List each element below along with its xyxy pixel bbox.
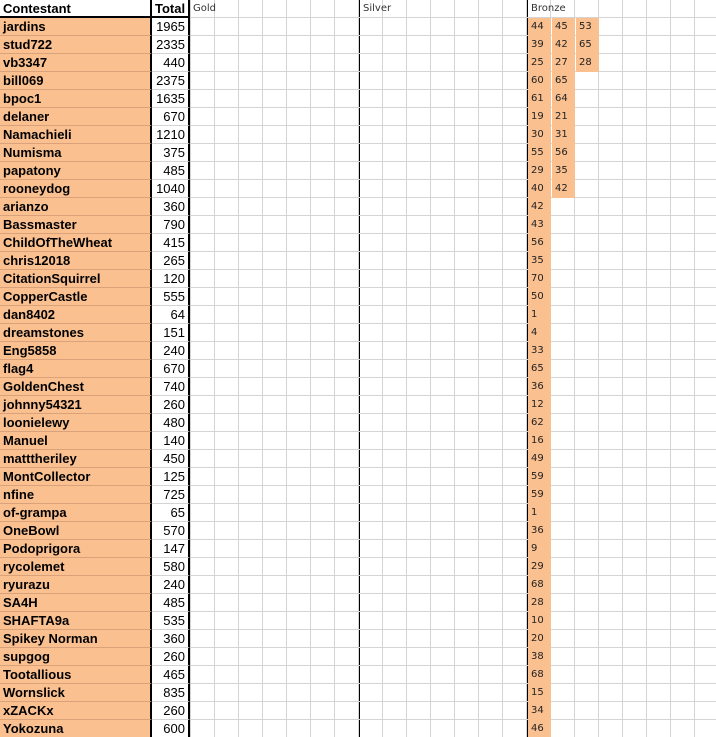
contestant-name-cell[interactable]: rycolemet [0, 558, 152, 576]
grid-column-line [430, 0, 431, 737]
bronze-value-cell[interactable]: 65 [576, 36, 599, 54]
grid-row-line [190, 629, 716, 630]
grid-column-line [454, 0, 455, 737]
bronze-value-cell[interactable]: 34 [528, 702, 551, 720]
grid-row-line [190, 503, 716, 504]
contestant-name-cell[interactable]: Yokozuna [0, 720, 152, 737]
grid-column-line [382, 0, 383, 737]
grid-row-line [190, 143, 716, 144]
total-cell[interactable]: 1965 [152, 18, 190, 36]
grid-row-line [190, 395, 716, 396]
contestant-name-cell[interactable]: stud722 [0, 36, 152, 54]
contestant-name-cell[interactable]: SHAFTA9a [0, 612, 152, 630]
grid-row-line [190, 647, 716, 648]
grid-row-line [190, 665, 716, 666]
grid-row-line [190, 521, 716, 522]
header-silver[interactable]: Silver [363, 3, 392, 14]
grid-row-line [190, 539, 716, 540]
bronze-value-cell[interactable]: 29 [528, 162, 551, 180]
contestant-name-cell[interactable]: papatony [0, 162, 152, 180]
bronze-value-cell[interactable]: 53 [576, 18, 599, 36]
bronze-value-cell[interactable]: 25 [528, 54, 551, 72]
total-cell[interactable]: 240 [152, 576, 190, 594]
bronze-value-cell[interactable]: 56 [528, 234, 551, 252]
grid-column-line [670, 0, 671, 737]
total-cell[interactable]: 740 [152, 378, 190, 396]
contestant-name-cell[interactable]: dreamstones [0, 324, 152, 342]
bronze-value-cell[interactable]: 10 [528, 612, 551, 630]
total-cell[interactable]: 260 [152, 648, 190, 666]
total-cell[interactable]: 2375 [152, 72, 190, 90]
bronze-value-cell[interactable]: 59 [528, 468, 551, 486]
contestant-name-cell[interactable]: delaner [0, 108, 152, 126]
grid-column-line [598, 0, 599, 737]
bronze-value-cell[interactable]: 50 [528, 288, 551, 306]
grid-row-line [190, 71, 716, 72]
grid-row-line [190, 485, 716, 486]
grid-column-line [694, 0, 695, 737]
bronze-value-cell[interactable]: 30 [528, 126, 551, 144]
grid-row-line [190, 251, 716, 252]
grid-row-line [190, 89, 716, 90]
contestant-name-cell[interactable]: Namachieli [0, 126, 152, 144]
bronze-value-cell[interactable]: 55 [528, 144, 551, 162]
contestant-name-cell[interactable]: bill069 [0, 72, 152, 90]
total-cell[interactable]: 1635 [152, 90, 190, 108]
total-cell[interactable]: 260 [152, 396, 190, 414]
total-cell[interactable]: 725 [152, 486, 190, 504]
contestant-name-cell[interactable]: Bassmaster [0, 216, 152, 234]
contestant-name-cell[interactable]: rooneydog [0, 180, 152, 198]
contestant-name-cell[interactable]: dan8402 [0, 306, 152, 324]
grid-column-line [406, 0, 407, 737]
total-cell[interactable]: 151 [152, 324, 190, 342]
contestant-name-cell[interactable]: chris12018 [0, 252, 152, 270]
total-cell[interactable]: 265 [152, 252, 190, 270]
grid-row-line [190, 719, 716, 720]
bronze-value-cell[interactable]: 35 [552, 162, 575, 180]
contestant-name-cell[interactable]: SA4H [0, 594, 152, 612]
bronze-value-cell[interactable]: 33 [528, 342, 551, 360]
contestant-name-cell[interactable]: OneBowl [0, 522, 152, 540]
bronze-value-cell[interactable]: 28 [576, 54, 599, 72]
bronze-value-cell[interactable]: 46 [528, 720, 551, 737]
grid-row-line [190, 377, 716, 378]
bronze-value-cell[interactable]: 43 [528, 216, 551, 234]
bronze-value-cell[interactable]: 19 [528, 108, 551, 126]
bronze-value-cell[interactable]: 4 [528, 324, 551, 342]
grid-row-line [190, 413, 716, 414]
contestant-name-cell[interactable]: matttheriley [0, 450, 152, 468]
grid-column-line [502, 0, 503, 737]
total-cell[interactable]: 485 [152, 162, 190, 180]
bronze-value-cell[interactable]: 45 [552, 18, 575, 36]
bronze-value-cell[interactable]: 68 [528, 576, 551, 594]
grid-row-line [190, 197, 716, 198]
bronze-value-cell[interactable]: 59 [528, 486, 551, 504]
contestant-name-cell[interactable]: supgog [0, 648, 152, 666]
grid-row-line [190, 107, 716, 108]
total-cell[interactable]: 1040 [152, 180, 190, 198]
contestant-name-cell[interactable]: Tootallious [0, 666, 152, 684]
bronze-value-cell[interactable]: 68 [528, 666, 551, 684]
bronze-value-cell[interactable]: 42 [552, 36, 575, 54]
bronze-value-cell[interactable]: 1 [528, 504, 551, 522]
bronze-value-cell[interactable]: 29 [528, 558, 551, 576]
bronze-value-cell[interactable]: 38 [528, 648, 551, 666]
bronze-value-cell[interactable]: 28 [528, 594, 551, 612]
bronze-value-cell[interactable]: 56 [552, 144, 575, 162]
bronze-value-cell[interactable]: 31 [552, 126, 575, 144]
contestant-name-cell[interactable]: Podoprigora [0, 540, 152, 558]
grid-column-line [334, 0, 335, 737]
bronze-value-cell[interactable]: 65 [528, 360, 551, 378]
grid-row-line [190, 233, 716, 234]
bronze-value-cell[interactable]: 35 [528, 252, 551, 270]
header-bronze[interactable]: Bronze [531, 3, 566, 14]
contestant-name-cell[interactable]: Wornslick [0, 684, 152, 702]
section-divider [359, 0, 360, 737]
contestant-name-cell[interactable]: Manuel [0, 432, 152, 450]
total-cell[interactable]: 240 [152, 342, 190, 360]
total-cell[interactable]: 64 [152, 306, 190, 324]
grid-column-line [190, 0, 191, 737]
total-cell[interactable]: 360 [152, 630, 190, 648]
total-cell[interactable]: 555 [152, 288, 190, 306]
bronze-value-cell[interactable]: 40 [528, 180, 551, 198]
total-cell[interactable]: 375 [152, 144, 190, 162]
total-cell[interactable]: 835 [152, 684, 190, 702]
bronze-value-cell[interactable]: 36 [528, 522, 551, 540]
grid-column-line [646, 0, 647, 737]
total-cell[interactable]: 120 [152, 270, 190, 288]
grid-row-line [190, 125, 716, 126]
total-cell[interactable]: 147 [152, 540, 190, 558]
contestant-name-cell[interactable]: of-grampa [0, 504, 152, 522]
total-cell[interactable]: 2335 [152, 36, 190, 54]
grid-column-line [286, 0, 287, 737]
grid-row-line [190, 359, 716, 360]
contestant-name-cell[interactable]: Numisma [0, 144, 152, 162]
total-cell[interactable]: 790 [152, 216, 190, 234]
total-cell[interactable]: 670 [152, 360, 190, 378]
total-cell[interactable]: 440 [152, 54, 190, 72]
total-cell[interactable]: 260 [152, 702, 190, 720]
grid-row-line [190, 35, 716, 36]
contestant-name-cell[interactable]: GoldenChest [0, 378, 152, 396]
grid-row-line [190, 431, 716, 432]
bronze-value-cell[interactable]: 16 [528, 432, 551, 450]
contestant-name-cell[interactable]: CitationSquirrel [0, 270, 152, 288]
bronze-value-cell[interactable]: 9 [528, 540, 551, 558]
grid-row-line [190, 341, 716, 342]
total-cell[interactable]: 600 [152, 720, 190, 737]
contestant-name-cell[interactable]: johnny54321 [0, 396, 152, 414]
header-total[interactable]: Total [152, 0, 190, 18]
bronze-value-cell[interactable]: 64 [552, 90, 575, 108]
contestant-name-cell[interactable]: flag4 [0, 360, 152, 378]
contestant-name-cell[interactable]: MontCollector [0, 468, 152, 486]
contestant-name-cell[interactable]: xZACKx [0, 702, 152, 720]
bronze-value-cell[interactable]: 12 [528, 396, 551, 414]
bronze-value-cell[interactable]: 70 [528, 270, 551, 288]
bronze-value-cell[interactable]: 39 [528, 36, 551, 54]
bronze-value-cell[interactable]: 15 [528, 684, 551, 702]
contestant-name-cell[interactable]: bpoc1 [0, 90, 152, 108]
grid-row-line [190, 449, 716, 450]
total-cell[interactable]: 450 [152, 450, 190, 468]
contestant-name-cell[interactable]: loonielewy [0, 414, 152, 432]
contestant-name-cell[interactable]: Eng5858 [0, 342, 152, 360]
total-cell[interactable]: 1210 [152, 126, 190, 144]
total-cell[interactable]: 485 [152, 594, 190, 612]
contestant-name-cell[interactable]: ChildOfTheWheat [0, 234, 152, 252]
grid-row-line [190, 179, 716, 180]
contestant-name-cell[interactable]: CopperCastle [0, 288, 152, 306]
grid-row-line [190, 269, 716, 270]
grid-row-line [190, 557, 716, 558]
total-cell[interactable]: 140 [152, 432, 190, 450]
grid-column-line [478, 0, 479, 737]
grid-row-line [190, 161, 716, 162]
bronze-value-cell[interactable]: 20 [528, 630, 551, 648]
bronze-value-cell[interactable]: 1 [528, 306, 551, 324]
grid-column-line [262, 0, 263, 737]
contestant-name-cell[interactable]: vb3347 [0, 54, 152, 72]
contestant-name-cell[interactable]: ryurazu [0, 576, 152, 594]
total-cell[interactable]: 415 [152, 234, 190, 252]
grid-row-line [190, 467, 716, 468]
contestant-name-cell[interactable]: Spikey Norman [0, 630, 152, 648]
grid-row-line [190, 701, 716, 702]
total-cell[interactable]: 580 [152, 558, 190, 576]
grid-column-line [214, 0, 215, 737]
contestant-name-cell[interactable]: arianzo [0, 198, 152, 216]
total-cell[interactable]: 360 [152, 198, 190, 216]
bronze-value-cell[interactable]: 21 [552, 108, 575, 126]
grid-row-line [190, 17, 716, 18]
bronze-value-cell[interactable]: 49 [528, 450, 551, 468]
contestant-name-cell[interactable]: jardins [0, 18, 152, 36]
bronze-value-cell[interactable]: 42 [528, 198, 551, 216]
grid-row-line [190, 287, 716, 288]
bronze-value-cell[interactable]: 65 [552, 72, 575, 90]
bronze-value-cell[interactable]: 42 [552, 180, 575, 198]
bronze-value-cell[interactable]: 44 [528, 18, 551, 36]
grid-column-line [622, 0, 623, 737]
bronze-value-cell[interactable]: 36 [528, 378, 551, 396]
grid-row-line [190, 683, 716, 684]
grid-row-line [190, 215, 716, 216]
grid-column-line [310, 0, 311, 737]
bronze-value-cell[interactable]: 27 [552, 54, 575, 72]
grid-column-line [238, 0, 239, 737]
total-cell[interactable]: 670 [152, 108, 190, 126]
grid-row-line [190, 53, 716, 54]
bronze-value-cell[interactable]: 60 [528, 72, 551, 90]
total-cell[interactable]: 535 [152, 612, 190, 630]
bronze-value-cell[interactable]: 61 [528, 90, 551, 108]
total-cell[interactable]: 65 [152, 504, 190, 522]
header-contestant[interactable]: Contestant [0, 0, 152, 18]
grid-row-line [190, 305, 716, 306]
grid-row-line [190, 323, 716, 324]
total-cell[interactable]: 480 [152, 414, 190, 432]
grid-row-line [190, 593, 716, 594]
header-gold[interactable]: Gold [193, 3, 216, 14]
grid-row-line [190, 611, 716, 612]
bronze-value-cell[interactable]: 62 [528, 414, 551, 432]
total-cell[interactable]: 465 [152, 666, 190, 684]
grid-row-line [190, 575, 716, 576]
contestant-name-cell[interactable]: nfine [0, 486, 152, 504]
total-cell[interactable]: 125 [152, 468, 190, 486]
total-cell[interactable]: 570 [152, 522, 190, 540]
